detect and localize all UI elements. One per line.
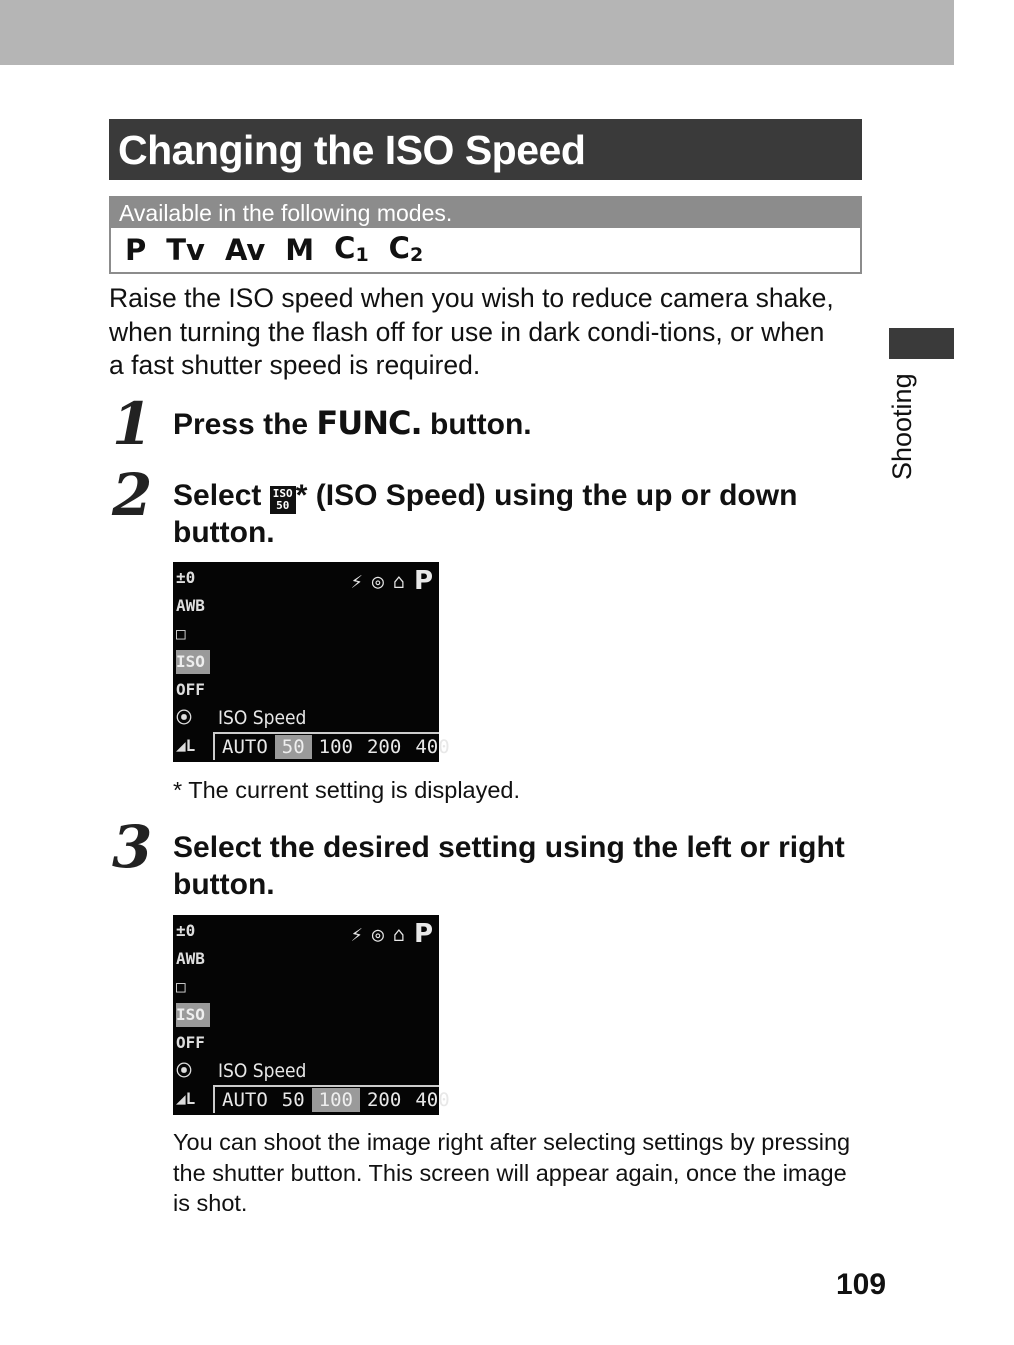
- metering-icon: ⦿: [176, 1061, 193, 1080]
- func-button-glyph: FUNC.: [316, 404, 422, 442]
- after-shot-note: You can shoot the image right after selecting settings by pressing the shutter button. This screen will appear again, once the image is shot.: [173, 1129, 851, 1216]
- step-3-number: 3: [112, 813, 153, 881]
- iso-option-100: 100: [318, 736, 353, 758]
- lcd-screen-1: [173, 562, 450, 762]
- effect-off-icon: OFF: [176, 1033, 205, 1052]
- iso-option-400: 400: [415, 1089, 450, 1111]
- title-bar: [109, 119, 862, 180]
- modes-row: [125, 230, 443, 270]
- iso-option-200: 200: [366, 736, 402, 758]
- iso-menu-icon: ISO: [176, 650, 210, 674]
- iso-menu-icon: ISO: [176, 1003, 210, 1027]
- metering-icon: ⦿: [176, 708, 193, 727]
- iso-option-auto: AUTO: [222, 1089, 268, 1111]
- step-3-text: Select the desired setting using the left or right button.: [173, 831, 845, 901]
- flash-off-icon: ⚡: [350, 569, 363, 593]
- macro-icon: ⌂: [392, 569, 405, 593]
- lcd-iso-options: [213, 1085, 450, 1113]
- red-eye-icon: ◎: [371, 569, 384, 593]
- lcd-iso-label: ISO Speed: [218, 707, 307, 729]
- mode-p-lcd-icon: P: [413, 919, 433, 949]
- lcd-iso-label: ISO Speed: [218, 1060, 307, 1082]
- mode-tv-icon: Tv: [166, 233, 205, 267]
- mode-m-icon: M: [285, 233, 315, 267]
- resolution-icon: ◢L: [176, 1089, 196, 1108]
- iso-option-auto: AUTO: [222, 736, 268, 758]
- mode-c2-icon: $C_2$: [388, 231, 424, 266]
- page-title: Changing the ISO Speed: [118, 127, 586, 173]
- iso-option-400: 400: [415, 736, 450, 758]
- mode-p-lcd-icon: P: [413, 566, 433, 596]
- mode-p-icon: P: [125, 233, 147, 267]
- step-2-text: Select ISO 50 * (ISO Speed) using the up or down button.: [173, 479, 798, 549]
- step-1-text: Press the FUNC. button.: [173, 404, 532, 442]
- white-balance-icon: AWB: [176, 596, 205, 615]
- iso-option-50: 50: [281, 1089, 305, 1111]
- section-label: Shooting: [887, 373, 917, 480]
- exposure-compensation-icon: ±0: [176, 921, 196, 940]
- drive-mode-icon: □: [176, 624, 186, 643]
- lcd-top-icons: [351, 566, 433, 596]
- flash-off-icon: ⚡: [350, 922, 363, 946]
- white-balance-icon: AWB: [176, 949, 205, 968]
- exposure-compensation-icon: ±0: [176, 568, 196, 587]
- modes-heading: Available in the following modes.: [111, 198, 860, 228]
- resolution-icon: ◢L: [176, 736, 196, 755]
- drive-mode-icon: □: [176, 977, 186, 996]
- available-modes-box: [109, 196, 862, 274]
- macro-icon: ⌂: [392, 922, 405, 946]
- current-setting-note: * The current setting is displayed.: [173, 777, 521, 803]
- iso-speed-icon: ISO 50: [270, 486, 296, 514]
- iso-option-50-selected: 50: [275, 735, 312, 759]
- lcd-iso-options: [213, 732, 450, 760]
- step-1-number: 1: [112, 390, 153, 458]
- iso-option-100-selected: 100: [312, 1088, 360, 1112]
- lcd-left-menu: [176, 917, 210, 1113]
- lcd-top-icons: [351, 919, 433, 949]
- top-band: [0, 0, 954, 65]
- lcd-left-menu: [176, 564, 210, 760]
- red-eye-icon: ◎: [371, 922, 384, 946]
- page-number: 109: [836, 1268, 887, 1301]
- effect-off-icon: OFF: [176, 680, 205, 699]
- intro-paragraph: Raise the ISO speed when you wish to reduce camera shake, when turning the flash off for use in dark condi-tions, or when a fast shutter speed is required.: [109, 283, 834, 380]
- iso-option-200: 200: [366, 1089, 402, 1111]
- mode-c1-icon: $C_1$: [334, 231, 369, 266]
- lcd-screen-2: [173, 915, 450, 1115]
- mode-av-icon: Av: [224, 233, 266, 267]
- step-2-number: 2: [112, 461, 153, 529]
- section-tab-marker: [889, 328, 954, 359]
